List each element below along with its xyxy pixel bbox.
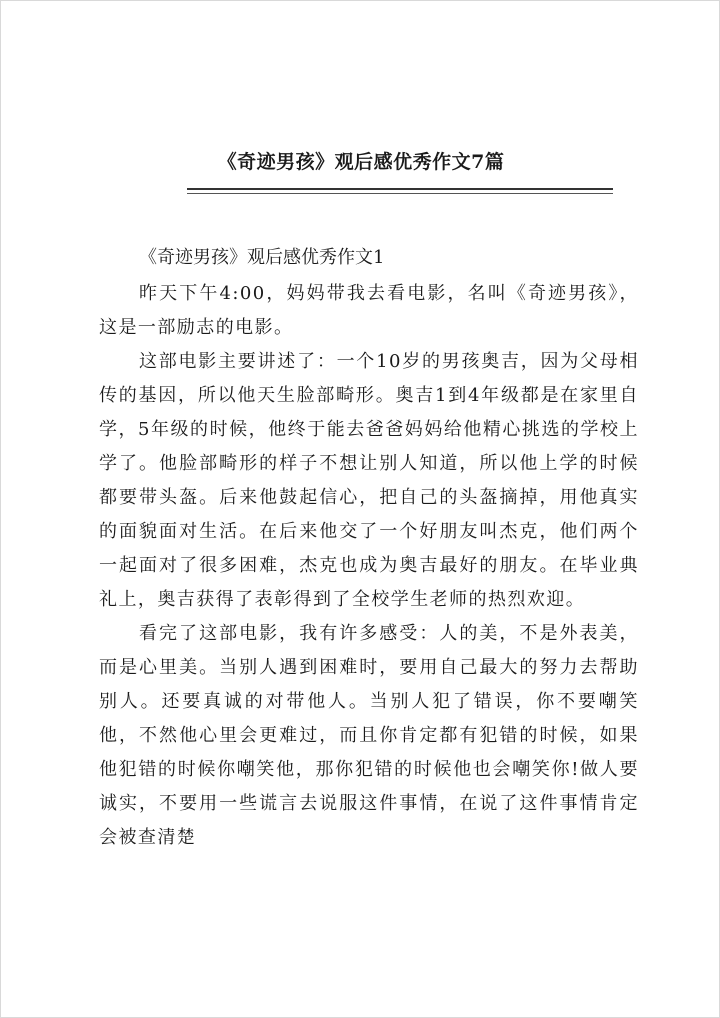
paragraph-story: 这部电影主要讲述了：一个10岁的男孩奥吉，因为父母相传的基因，所以他天生脸部畸形。奥吉1到4年级都是在家里自学，5年级的时候，他终于能去爸爸妈妈给他精心挑选的学校上学了。他脸部畸形的样子不想让别人知道，所以他上学的时候都要带头盔。后来他鼓起信心，把自己的头盔摘掉，用他真实的面貌面对生活。在后来他交了一个好朋友叫杰克，他们两个一起面对了很多困难，杰克也成为奥吉最好的朋友。在毕业典礼上，奥吉获得了表彰得到了全校学生老师的热烈欢迎。 (99, 351, 639, 610)
document-title: 《奇迹男孩》观后感优秀作文7篇 (217, 151, 505, 173)
title-rule-thin (187, 193, 613, 194)
paragraph-intro: 昨天下午4:00，妈妈带我去看电影，名叫《奇迹男孩》，这是一部励志的电影。 (99, 283, 639, 338)
section-heading: 《奇迹男孩》观后感优秀作文1 (139, 247, 385, 268)
document-body (99, 241, 639, 855)
title-rule-thick (187, 188, 613, 190)
paragraph-reflection: 看完了这部电影，我有许多感受：人的美，不是外表美，而是心里美。当别人遇到困难时，要用自己最大的努力去帮助别人。还要真诚的对带他人。当别人犯了错误，你不要嘲笑他，不然他心里会更难过，而且你肯定都有犯错的时候，如果他犯错的时候你嘲笑他，那你犯错的时候他也会嘲笑你!做人要诚实，不要用一些谎言去说服这件事情，在说了这件事情肯定会被查清楚 (99, 623, 639, 848)
